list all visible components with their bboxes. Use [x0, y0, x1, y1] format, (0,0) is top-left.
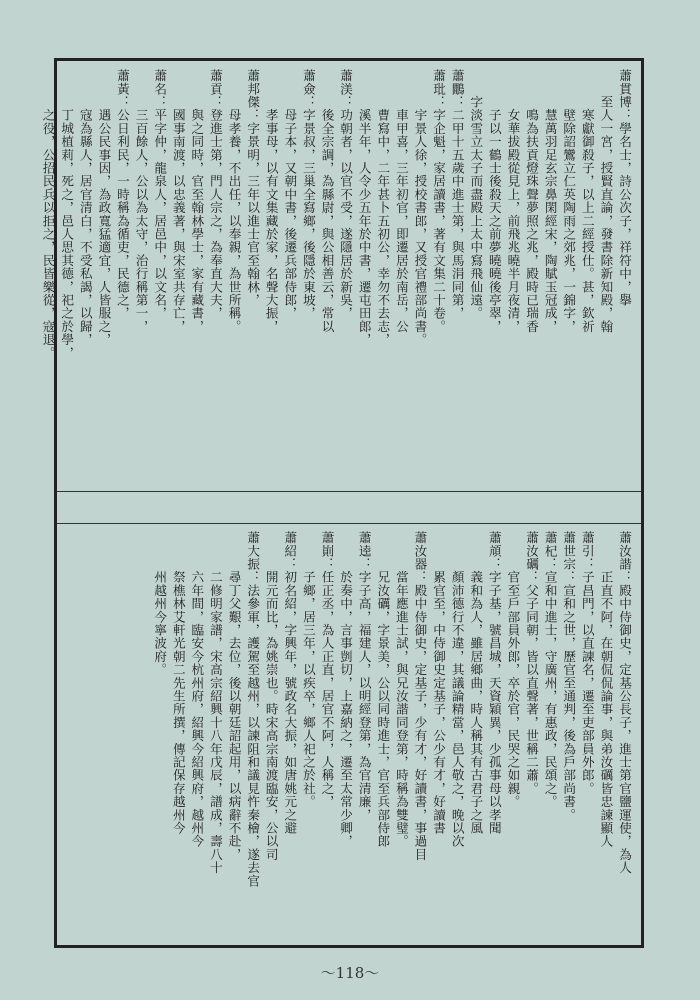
text-column: 蕭崱：任正丞，為人正直，居官不阿，人稱之， — [319, 531, 335, 809]
text-column: 蕭頏：字子基，號昌城，天資穎異，少孤事母以孝聞 — [486, 531, 502, 835]
text-column: 顏沛德行不違，其議論精當，邑人敬之，晚以次 — [449, 531, 465, 848]
text-column: 鳴為扶貢燈珠聲夢照之兆，殿時已瑞香 — [524, 69, 540, 333]
text-column: 後全宗調，為縣尉，與公相善云，常以 — [319, 69, 335, 333]
text-column: 累官至，中侍御史定基子，公少有才，好讀書 — [431, 531, 447, 835]
text-column: 尋丁父艱，去位，後以朝廷詔起用，以病辭不赴， — [226, 531, 242, 861]
upper-vertical-columns — [40, 65, 637, 491]
text-column: 與之同時，官至翰林學士，家有藏書， — [189, 69, 205, 333]
text-column: 蕭貫博：學名士，詩公次子，祥符中，擧 — [617, 69, 632, 307]
text-column: 州越州今寧波府。 — [152, 531, 168, 677]
text-column: 國事南渡，以忠義著，與宋室共存亡， — [170, 69, 186, 333]
text-column: 兄汝礪，字景美，公以同時進士，官至兵部侍郎 — [375, 531, 391, 848]
text-column: 寇為縣人，居官清白，不受私謁，以歸， — [77, 69, 93, 347]
text-column: 慧萬羽足玄宗鼻閑經宋，陶賦玉冠成， — [542, 69, 558, 333]
text-column: 六年間，臨安今杭州府，紹興今紹興府，越州今 — [189, 531, 205, 848]
divider-line — [57, 523, 641, 524]
text-column: 蕭名：平字仲，龍泉人，居邑中，以文名， — [152, 69, 168, 320]
text-column: 寒獻御殺子，以上二經授仕。甚，欽祈 — [579, 69, 595, 333]
text-column: 正直不阿，在朝侃侃論事，與弟汝礪皆忠諫顯人 — [598, 531, 614, 848]
text-frame — [40, 58, 644, 948]
text-column: 車甲喜，三年初官，即遷居於南岳，公 — [393, 69, 409, 333]
text-column: 之役，公招民兵以拒之，民皆樂從，寇退。 — [40, 69, 56, 360]
text-column: 母子本，又朝中書，後遷兵部侍郎， — [282, 69, 298, 320]
text-column: 孝事母，以有文集藏於家，名聲大振， — [263, 69, 279, 333]
text-column: 蕭大振：法參軍，護駕至越州，以諫阻和議見忤秦檜，遂去官 — [245, 531, 261, 888]
text-column: 當年應進士試，與兄汝諧同登第，時稱為雙璧。 — [393, 531, 409, 848]
text-column: 於奏中，言事剴切，上嘉納之，遷至太常少卿， — [338, 531, 354, 848]
text-column: 蕭逵：字子高，福建人，以明經登第，為官清廉， — [356, 531, 372, 822]
text-column: 開元而比，為姚崇也。時宋高宗南渡臨安，公以司 — [263, 531, 279, 861]
text-column: 蕭鷳：二甲十五歲中進士第，與馬涓同第， — [449, 69, 465, 320]
text-column: 蕭黃：公日利民，一時稱為循吏，民德之， — [114, 69, 130, 320]
text-column: 義和為人，雖居鄉曲，時人稱其有古君子之風 — [468, 531, 484, 835]
text-column: 蕭貢：登進士第，門人宗之，為奉直大夫， — [207, 69, 223, 320]
text-column: 蕭杞：宣和中進士，守廣州，有惠政，民頌之。 — [542, 531, 558, 809]
text-column: 丁城植莉，死之，邑人思其德，祀之於學， — [59, 69, 75, 360]
text-column: 至人一宮，授賢直論，發書除新知殿，翰 — [598, 69, 614, 333]
text-column: 蕭引：子昌門，以直諫名，遷至吏部員外郎。 — [579, 531, 595, 795]
text-column: 祭樵林艾軒光朝二先生所撰，傳記保存越州今 — [170, 531, 186, 835]
text-column: 蕭汝諧：殿中侍御史，定基公長子，進士第官鹽運使，為人 — [617, 531, 632, 875]
page-number: ～118～ — [320, 964, 380, 982]
text-column: 官至戶部員外郎，卒於官，民哭之如親。 — [505, 531, 521, 809]
text-column: 蕭邦傑：字景明，三年以進士官至翰林， — [245, 69, 261, 307]
divider-line — [57, 491, 641, 492]
text-column: 母孝養，不出任，以奉親，為世所稱。 — [226, 69, 242, 333]
text-column: 壁除詔鸞立仁英陶雨之郊兆，一錦字， — [561, 69, 577, 333]
text-column: 蕭汝礪：父子同朝，皆以直聲著，世稱二蕭。 — [524, 531, 540, 795]
text-column: 溪半年，人令少五年於中書，遷屯田郎， — [356, 69, 372, 347]
text-column: 蕭紹：初名紹，字興年，號政名大振，如唐姚元之避 — [282, 531, 298, 835]
upper-text-block — [40, 65, 637, 491]
text-column: 遇公民事因，為政寬猛適宜，人皆服之， — [96, 69, 112, 347]
text-column: 曹寫中，二年甚卜五初公，幸勿不去志， — [375, 69, 391, 347]
text-column: 子鄉，居三年，以疾卒，鄉人祀之於社。 — [300, 531, 316, 809]
text-column: 蕭僉：字景叔，三巢全寫鄉，後隱於東坡， — [300, 69, 316, 320]
text-column: 字淡雪立太子而盡殿上太中寫飛仙遠。 — [468, 69, 484, 320]
text-column: 三百餘人，公以為太守，治行稱第一， — [133, 69, 149, 333]
text-column: 宇景人徐，授校書郎，又授官禮部尚書。 — [412, 69, 428, 347]
lower-text-block — [61, 527, 637, 941]
lower-vertical-columns — [61, 527, 637, 941]
text-column: 二修明家譜，宋高宗紹興十八年戊辰，譜成，壽八十 — [207, 531, 223, 875]
text-column: 蕭玭：字企魁，家居讀書，著有文集二十卷。 — [431, 69, 447, 333]
text-column: 子以一鶴士後殺天之前夢曉曉後亭翠， — [486, 69, 502, 333]
text-column: 女華拔殿從見上，前飛兆曉半月夜清， — [505, 69, 521, 333]
text-column: 蕭汝器：殿中侍御史，定基子，少有才，好讀書，事過目 — [412, 531, 428, 861]
text-column: 蕭渼：功朝者，以官不受，遂隱居於新吳， — [338, 69, 354, 320]
text-column: 蕭世宗：宣和之世，歷官至通判，後為戶部尚書。 — [561, 531, 577, 822]
